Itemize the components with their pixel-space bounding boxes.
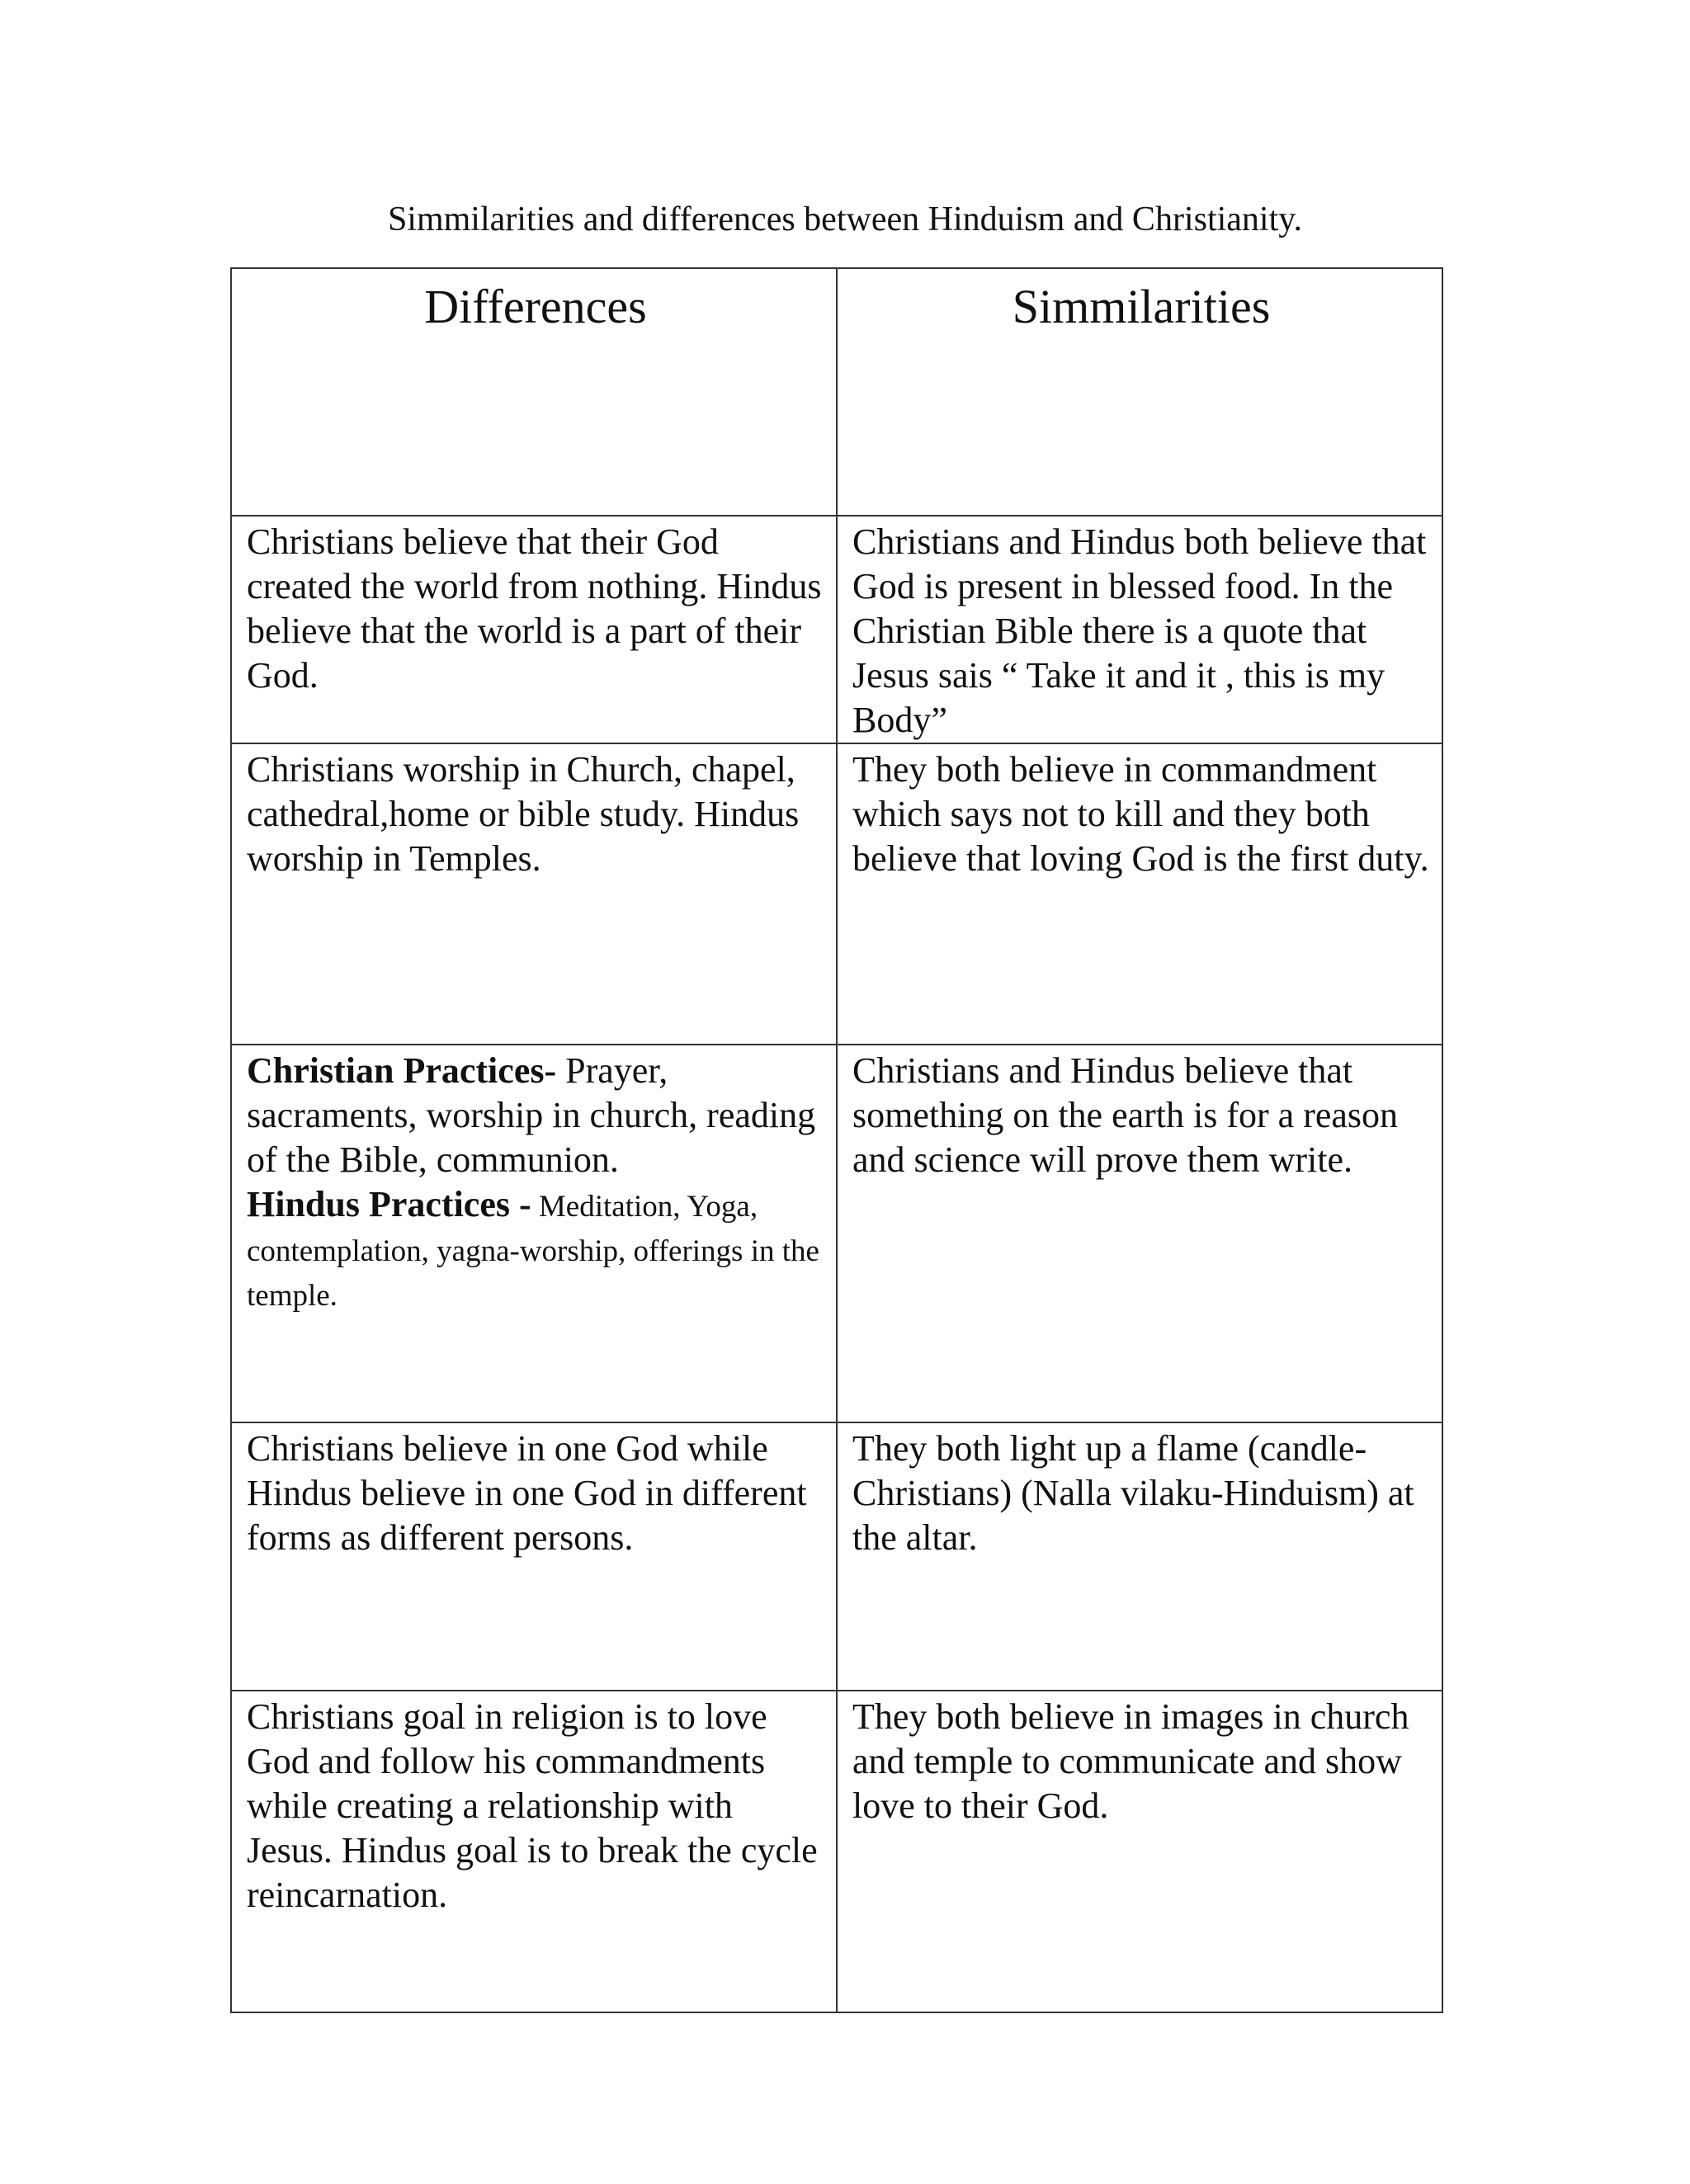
similarity-text: Christians and Hindus believe that something on the earth is for a reason and science will prove them write. [852, 1050, 1399, 1180]
similarity-text: Christians and Hindus both believe that God is present in blessed food. In the Christian Bible there is a quote that Jesus sais “ Take it and it , this is my Body” [852, 521, 1427, 740]
similarity-cell [837, 516, 1442, 743]
difference-cell [231, 516, 837, 743]
similarity-text: They both believe in commandment which says not to kill and they both believe that loving God is the first duty. [852, 749, 1429, 879]
header-differences: Differences [231, 268, 837, 516]
similarity-cell [837, 1045, 1442, 1422]
table-row [231, 1422, 1442, 1691]
difference-cell [231, 1422, 837, 1691]
hindu-practices-label: Hindus Practices - [247, 1184, 531, 1224]
difference-cell [231, 1691, 837, 2012]
christian-practices-label: Christian Practices- [247, 1050, 557, 1091]
difference-text [247, 1045, 824, 1316]
similarity-text: They both light up a flame (candle-Christians) (Nalla vilaku-Hinduism) at the altar. [852, 1428, 1414, 1558]
hindu-practices-text: Meditation, Yoga, contemplation, yagna-worship, offerings in the temple. [247, 1190, 819, 1313]
similarity-cell [837, 1691, 1442, 2012]
difference-text: Christians goal in religion is to love God and follow his commandments while creating a relationship with Jesus. Hindus goal is to break the cycle reincarnation. [247, 1696, 818, 1915]
difference-text: Christians believe that their God created the world from nothing. Hindus believe that the world is a part of their God. [247, 521, 822, 696]
header-row [231, 268, 1442, 516]
christian-practices-text: Prayer, sacraments, worship in church, reading of the Bible, communion. [247, 1050, 816, 1180]
difference-text: Christians worship in Church, chapel, cathedral,home or bible study. Hindus worship in Temples. [247, 749, 800, 879]
difference-text: Christians believe in one God while Hindus believe in one God in different forms as different persons. [247, 1428, 807, 1558]
table-row [231, 743, 1442, 1045]
similarity-text: They both believe in images in church and temple to communicate and show love to their God. [852, 1696, 1409, 1826]
similarity-cell [837, 743, 1442, 1045]
comparison-table [230, 267, 1443, 2013]
table-row [231, 1691, 1442, 2012]
similarity-cell [837, 1422, 1442, 1691]
table-row [231, 516, 1442, 743]
header-similarities: Simmilarities [837, 268, 1442, 516]
document-title: Simmilarities and differences between Hinduism and Christianity. [387, 200, 1303, 238]
table-row [231, 1045, 1442, 1422]
difference-cell [231, 1045, 837, 1422]
difference-cell [231, 743, 837, 1045]
